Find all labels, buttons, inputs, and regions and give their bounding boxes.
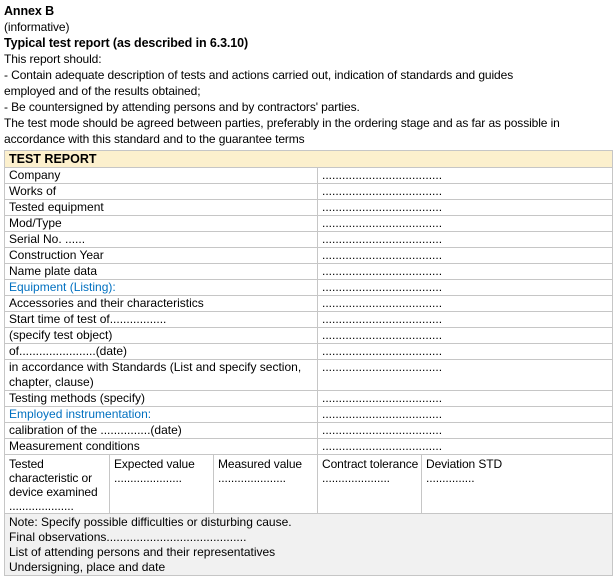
table-row	[5, 296, 613, 312]
row-value: ....................................	[318, 200, 613, 216]
row-label: Testing methods (specify)	[5, 391, 318, 407]
table-row	[5, 312, 613, 328]
text-line: .....................	[218, 471, 286, 485]
row-label: Serial No. ......	[5, 232, 318, 248]
text-line: - Contain adequate description of tests and actions carried out, indication of standards and guides	[4, 68, 514, 82]
table-row	[5, 248, 613, 264]
table-row	[5, 423, 613, 439]
test-report-table	[4, 150, 613, 576]
text-line: List of attending persons and their representatives	[9, 545, 276, 559]
table-row	[5, 232, 613, 248]
text-line: - Be countersigned by attending persons and by contractors' parties.	[4, 100, 360, 114]
row-label: Company	[5, 168, 318, 184]
row-label: in accordance with Standards (List and specify section, chapter, clause)	[5, 360, 318, 391]
column-header-contract-tolerance	[318, 455, 422, 514]
text-line: accordance with this standard and to the guarantee terms	[4, 132, 305, 146]
table-row	[5, 344, 613, 360]
table-row	[5, 200, 613, 216]
text-line: .....................	[322, 471, 390, 485]
table-row	[5, 168, 613, 184]
table-row	[5, 280, 613, 296]
note-section	[5, 514, 613, 576]
text-line: device examined	[9, 485, 98, 499]
text-line: .....................	[114, 471, 182, 485]
text-line: ....................	[9, 499, 74, 513]
text-line: characteristic or	[9, 471, 92, 485]
table-row	[5, 328, 613, 344]
row-value: ....................................	[318, 232, 613, 248]
row-label: Name plate data	[5, 264, 318, 280]
row-label: Works of	[5, 184, 318, 200]
text-line: Tested	[9, 457, 44, 471]
table-row	[5, 184, 613, 200]
note-row	[5, 514, 613, 576]
column-header-measured-value	[214, 455, 318, 514]
text-line: Expected value	[114, 457, 195, 471]
row-label-employed-instrumentation: Employed instrumentation:	[5, 407, 318, 423]
table-row	[5, 264, 613, 280]
row-value: ....................................	[318, 312, 613, 328]
row-label: Construction Year	[5, 248, 318, 264]
text-line: Note: Specify possible difficulties or disturbing cause.	[9, 515, 292, 529]
intro-section	[4, 3, 611, 147]
table-row	[5, 360, 613, 391]
text-line: ...............	[426, 471, 475, 485]
text-line: Contract tolerance	[322, 457, 419, 471]
table-row	[5, 216, 613, 232]
row-value: ....................................	[318, 168, 613, 184]
text-line: Undersigning, place and date	[9, 560, 166, 574]
row-value: ....................................	[318, 280, 613, 296]
row-value: ....................................	[318, 216, 613, 232]
row-value: ....................................	[318, 296, 613, 312]
text-line: Deviation STD	[426, 457, 503, 471]
row-value: ....................................	[318, 328, 613, 344]
row-label: Start time of test of.................	[5, 312, 318, 328]
table-row	[5, 391, 613, 407]
row-value: ....................................	[318, 423, 613, 439]
text-line: The test mode should be agreed between parties, preferably in the ordering stage and as far as possible in	[4, 116, 560, 130]
row-value: ....................................	[318, 439, 613, 455]
row-label-equipment-listing: Equipment (Listing):	[5, 280, 318, 296]
row-value: ....................................	[318, 391, 613, 407]
row-label: Measurement conditions	[5, 439, 318, 455]
table-header-row	[5, 151, 613, 168]
text-line: employed and of the results obtained;	[4, 84, 201, 98]
columns-header-row	[5, 455, 613, 514]
column-header-deviation-std	[422, 455, 613, 514]
row-label: Accessories and their characteristics	[5, 296, 318, 312]
row-label: (specify test object)	[5, 328, 318, 344]
row-value: ....................................	[318, 248, 613, 264]
text-line: Measured value	[218, 457, 302, 471]
row-label: calibration of the ...............(date)	[5, 423, 318, 439]
row-value: ....................................	[318, 344, 613, 360]
column-header-tested-characteristic	[5, 455, 110, 514]
report-title-heading: Typical test report (as described in 6.3.10)	[4, 36, 249, 50]
row-label: Tested equipment	[5, 200, 318, 216]
test-report-header: TEST REPORT	[5, 151, 613, 168]
intro-paragraph	[4, 51, 611, 147]
table-row	[5, 439, 613, 455]
row-value: ....................................	[318, 264, 613, 280]
annex-heading: Annex B	[4, 4, 55, 18]
row-value: ....................................	[318, 360, 613, 391]
text-line: Final observations..........................................	[9, 530, 247, 544]
row-value: ....................................	[318, 407, 613, 423]
row-value: ....................................	[318, 184, 613, 200]
informative-label: (informative)	[4, 20, 70, 34]
text-line: This report should:	[4, 52, 102, 66]
table-row	[5, 407, 613, 423]
row-label: Mod/Type	[5, 216, 318, 232]
row-label: of.......................(date)	[5, 344, 318, 360]
column-header-expected-value	[110, 455, 214, 514]
